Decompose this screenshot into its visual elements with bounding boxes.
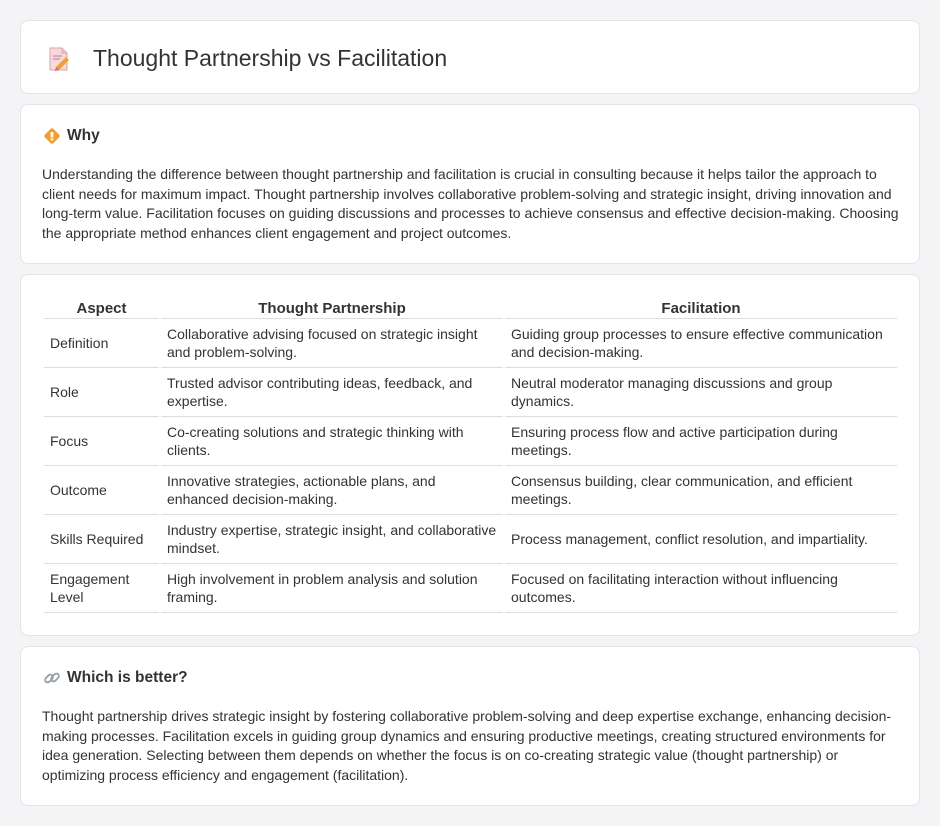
why-text: Understanding the difference between thought partnership and facilitation is crucial in consulting because it helps tailor the approach to client needs for maximum impact. Thought partnership involves collaborative problem-solving and strategic insight, driving innovation and long-term value. Facilitation focuses on guiding discussions and processes to achieve consensus and effective decision-making. Choosing the appropriate method enhances client engagement and project outcomes. [42, 166, 899, 241]
thought-partnership-cell: Industry expertise, strategic insight, and collaborative mindset. [161, 515, 503, 564]
which-is-better-section [20, 646, 920, 806]
thought-partnership-cell: Co-creating solutions and strategic thinking with clients. [161, 417, 503, 466]
thought-partnership-cell: Innovative strategies, actionable plans, and enhanced decision-making. [161, 466, 503, 515]
header-card [20, 20, 920, 94]
page-title: Thought Partnership vs Facilitation [93, 45, 448, 71]
aspect-cell: Engagement Level [44, 564, 159, 613]
header-facilitation: Facilitation [505, 295, 897, 319]
table-row [44, 319, 897, 368]
why-section [20, 104, 920, 264]
diamond-signal-icon [43, 127, 61, 145]
facilitation-cell: Neutral moderator managing discussions and group dynamics. [505, 368, 897, 417]
which-is-better-title: Which is better? [67, 669, 188, 686]
table-row [44, 515, 897, 564]
thought-partnership-cell: Collaborative advising focused on strategic insight and problem-solving. [161, 319, 503, 368]
comparison-table-card [20, 274, 920, 636]
facilitation-cell: Guiding group processes to ensure effective communication and decision-making. [505, 319, 897, 368]
comparison-table [42, 295, 899, 613]
facilitation-cell: Process management, conflict resolution, and impartiality. [505, 515, 897, 564]
aspect-cell: Definition [44, 319, 159, 368]
table-row [44, 466, 897, 515]
header-thought-partnership: Thought Partnership [161, 295, 503, 319]
thought-partnership-cell: Trusted advisor contributing ideas, feedback, and expertise. [161, 368, 503, 417]
document-pen-icon [47, 46, 71, 72]
table-header-row [44, 295, 897, 319]
aspect-cell: Role [44, 368, 159, 417]
why-title: Why [67, 127, 100, 144]
aspect-cell: Skills Required [44, 515, 159, 564]
table-row [44, 368, 897, 417]
facilitation-cell: Consensus building, clear communication, and efficient meetings. [505, 466, 897, 515]
link-icon [43, 669, 61, 687]
thought-partnership-cell: High involvement in problem analysis and solution framing. [161, 564, 503, 613]
facilitation-cell: Ensuring process flow and active participation during meetings. [505, 417, 897, 466]
aspect-cell: Focus [44, 417, 159, 466]
which-is-better-text: Thought partnership drives strategic insight by fostering collaborative problem-solving and deep expertise exchange, enhancing decision-making processes. Facilitation excels in guiding group dynamics and ensuring productive meetings, creating structured environments for idea generation. Selecting between them depends on whether the focus is on co-creating strategic value (thought partnership) or optimizing process efficiency and engagement (facilitation). [42, 708, 892, 783]
facilitation-cell: Focused on facilitating interaction without influencing outcomes. [505, 564, 897, 613]
aspect-cell: Outcome [44, 466, 159, 515]
table-row [44, 564, 897, 613]
table-row [44, 417, 897, 466]
header-aspect: Aspect [44, 295, 159, 319]
